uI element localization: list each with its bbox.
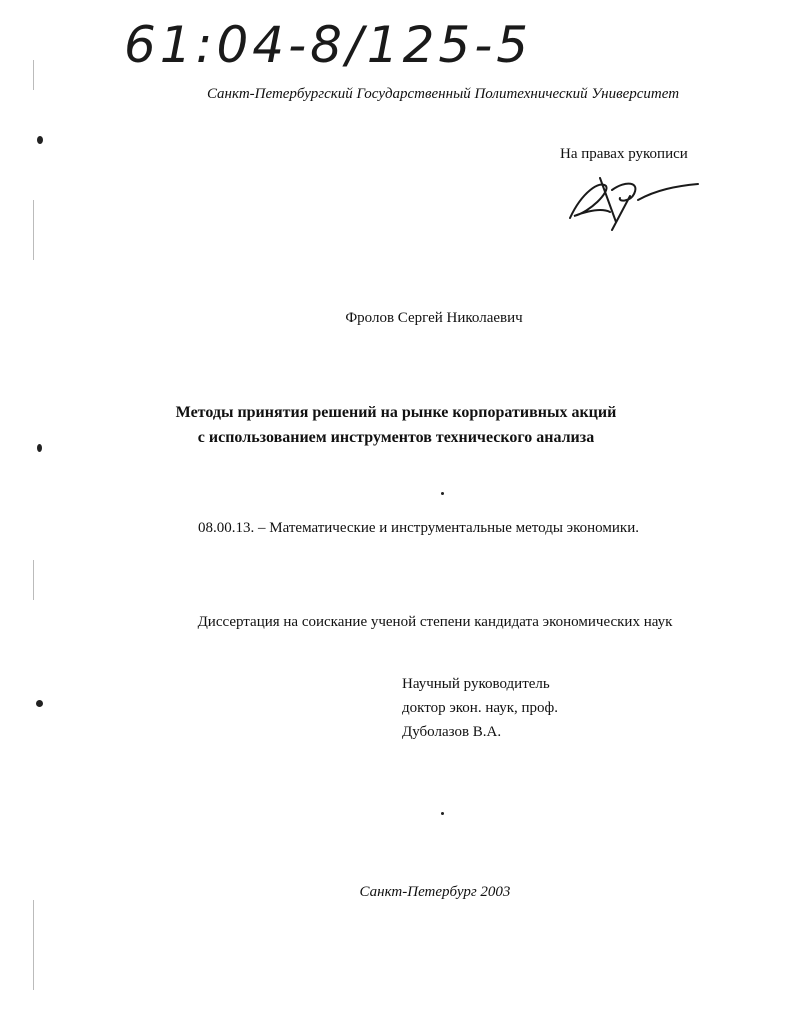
supervisor-name: Дуболазов В.А.	[402, 724, 502, 740]
scan-dot	[441, 492, 444, 495]
scan-dot	[441, 812, 444, 815]
dissertation-title	[0, 400, 792, 450]
specialty-code: 08.00.13. – Математические и инструментальные методы экономики.	[198, 520, 639, 536]
supervisor-block	[402, 672, 558, 744]
scan-mark	[33, 560, 34, 600]
scan-mark	[33, 900, 34, 990]
title-line-1: Методы принятия решений на рынке корпоративных акций	[175, 404, 617, 421]
title-line-2: с использованием инструментов технического анализа	[197, 429, 595, 446]
signature-icon	[560, 172, 710, 234]
scan-dot	[37, 136, 43, 144]
scan-dot	[36, 700, 43, 707]
university-name: Санкт-Петербургский Государственный Политехнический Университет	[206, 86, 680, 102]
degree-statement: Диссертация на соискание ученой степени кандидата экономических наук	[197, 614, 673, 630]
manuscript-rights-label: На правах рукописи	[560, 146, 688, 162]
archive-number-handwritten	[118, 8, 578, 80]
scan-mark	[33, 200, 34, 260]
city-year: Санкт-Петербург 2003	[359, 884, 511, 900]
archive-number-text: 61:04-8/125-5	[124, 16, 533, 74]
supervisor-role: Научный руководитель	[402, 676, 550, 692]
supervisor-credentials: доктор экон. наук, проф.	[402, 700, 559, 716]
author-name: Фролов Сергей Николаевич	[345, 310, 523, 326]
